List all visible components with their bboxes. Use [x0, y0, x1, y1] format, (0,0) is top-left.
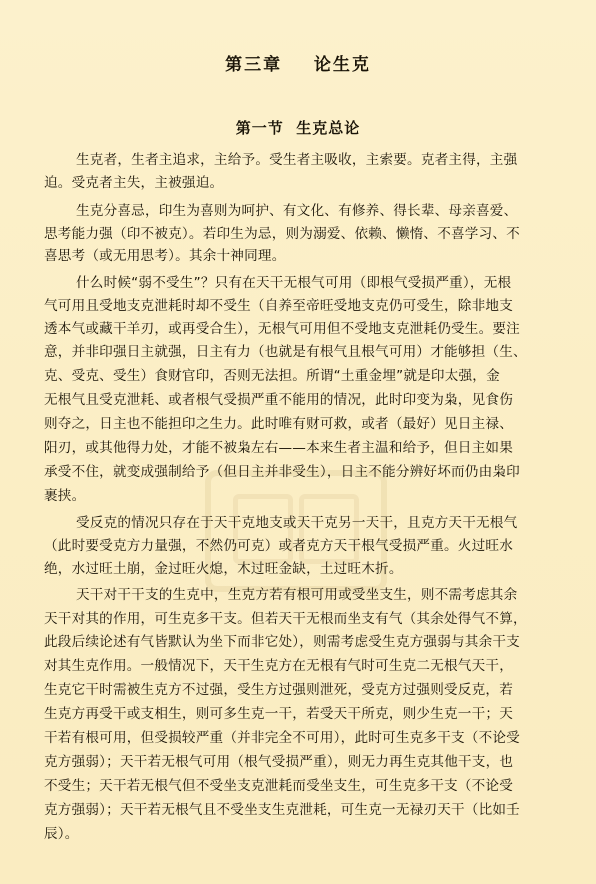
text-line: 什么时候“弱不受生”？只有在天干无根气可用（即根气受损严重），无根: [76, 275, 512, 291]
text-line: 无根气且受克泄耗、或者根气受损严重不能用的情况，此时印变为枭，见食伤: [44, 392, 513, 408]
text-line: 此段后续论述有气皆默认为坐下而非它处），则需考虑受生克方强弱与其余干支: [44, 634, 520, 650]
text-line: 天干对干干支的生克中，生克方若有根可用或受坐支生，则不需考虑其余: [76, 587, 518, 603]
section-title: 第一节 生克总论: [235, 119, 361, 137]
text-line: 干若有根可用，但受损较严重（并非完全不可用），此时可生克多干支（不论受: [44, 730, 520, 746]
chapter-title: 第三章 论生克: [225, 55, 371, 75]
text-line: 克方强弱）；天干若无根气且不受坐支生克泄耗，可生克一无禄刃天干（比如壬: [44, 802, 520, 818]
text-line: 生克者，生者主追求，主给予。受生者主吸收，主索要。克者主得，主强: [76, 152, 518, 168]
text-line: 绝，水过旺土崩，金过旺火熄，木过旺金缺，土过旺木折。: [44, 561, 403, 577]
text-line: 生克方再受干或支相生，则可多生克一干，若受天干所克，则少生克一干；天: [44, 706, 513, 722]
text-line: 透本气或藏干羊刃，或再受合生），无根气可用但不受地支克泄耗仍受生。要注: [44, 321, 520, 337]
text-line: 不受生；天干若无根气但不受坐支克泄耗而受坐支生，可生克多干支（不论受: [44, 778, 513, 794]
text-line: 生克分喜忌，印生为喜则为呵护、有文化、有修养、得长辈、母亲喜爱、: [76, 203, 518, 219]
text-line: 受反克的情况只存在于天干克地支或天干克另一天干，且克方天干无根气: [76, 515, 518, 531]
text-line: 思考能力强（印不被克）。若印生为忌，则为溺爱、依赖、懒惰、不喜学习、不: [44, 226, 520, 242]
text-line: 克、受克、受生）食财官印，否则无法担。所谓“土重金埋”就是印太强，金: [44, 368, 500, 384]
text-line: 喜思考（或无用思考）。其余十神同理。: [44, 248, 286, 264]
text-line: 辰）。: [44, 826, 79, 842]
text-line: 生克它干时需被生克方不过强，受生方过强则泄死，受克方过强则受反克，若: [44, 682, 513, 698]
text-line: （此时要受克方力量强，不然仍可克）或者克方天干根气受损严重。火过旺水: [44, 538, 513, 554]
text-line: 克方强弱）；天干若无根气可用（根气受损严重），则无力再生克其他干支，也: [44, 754, 514, 770]
text-line: 意，并非印强日主就强，日主有力（也就是有根气且根气可用）才能够担（生、: [44, 344, 527, 360]
text-line: 气可用且受地支克泄耗时却不受生（自养至帝旺受地支克仍可受生，除非地支: [44, 298, 513, 314]
text-line: 裹挟。: [44, 488, 86, 504]
text-line: 阳刃，或其他得力处，才能不被枭左右——本来生者主温和给予，但日主如果: [44, 440, 513, 456]
text-line: 承受不住，就变成强制给予（但日主并非受生），日主不能分辨好坏而仍由枭印: [44, 464, 520, 480]
text-line: 则夺之，日主也不能担印之生力。此时唯有财可救，或者（最好）见日主禄、: [44, 416, 513, 432]
text-line: 迫。受克者主失，主被强迫。: [44, 175, 224, 191]
text-line: 对其生克作用。一般情况下，天干生克方在无根有气时可生克二无根气天干，: [44, 658, 513, 674]
text-line: 天干对其的作用，可生克多干支。但若天干无根而坐支有气（其余处得气不算，: [44, 611, 527, 627]
